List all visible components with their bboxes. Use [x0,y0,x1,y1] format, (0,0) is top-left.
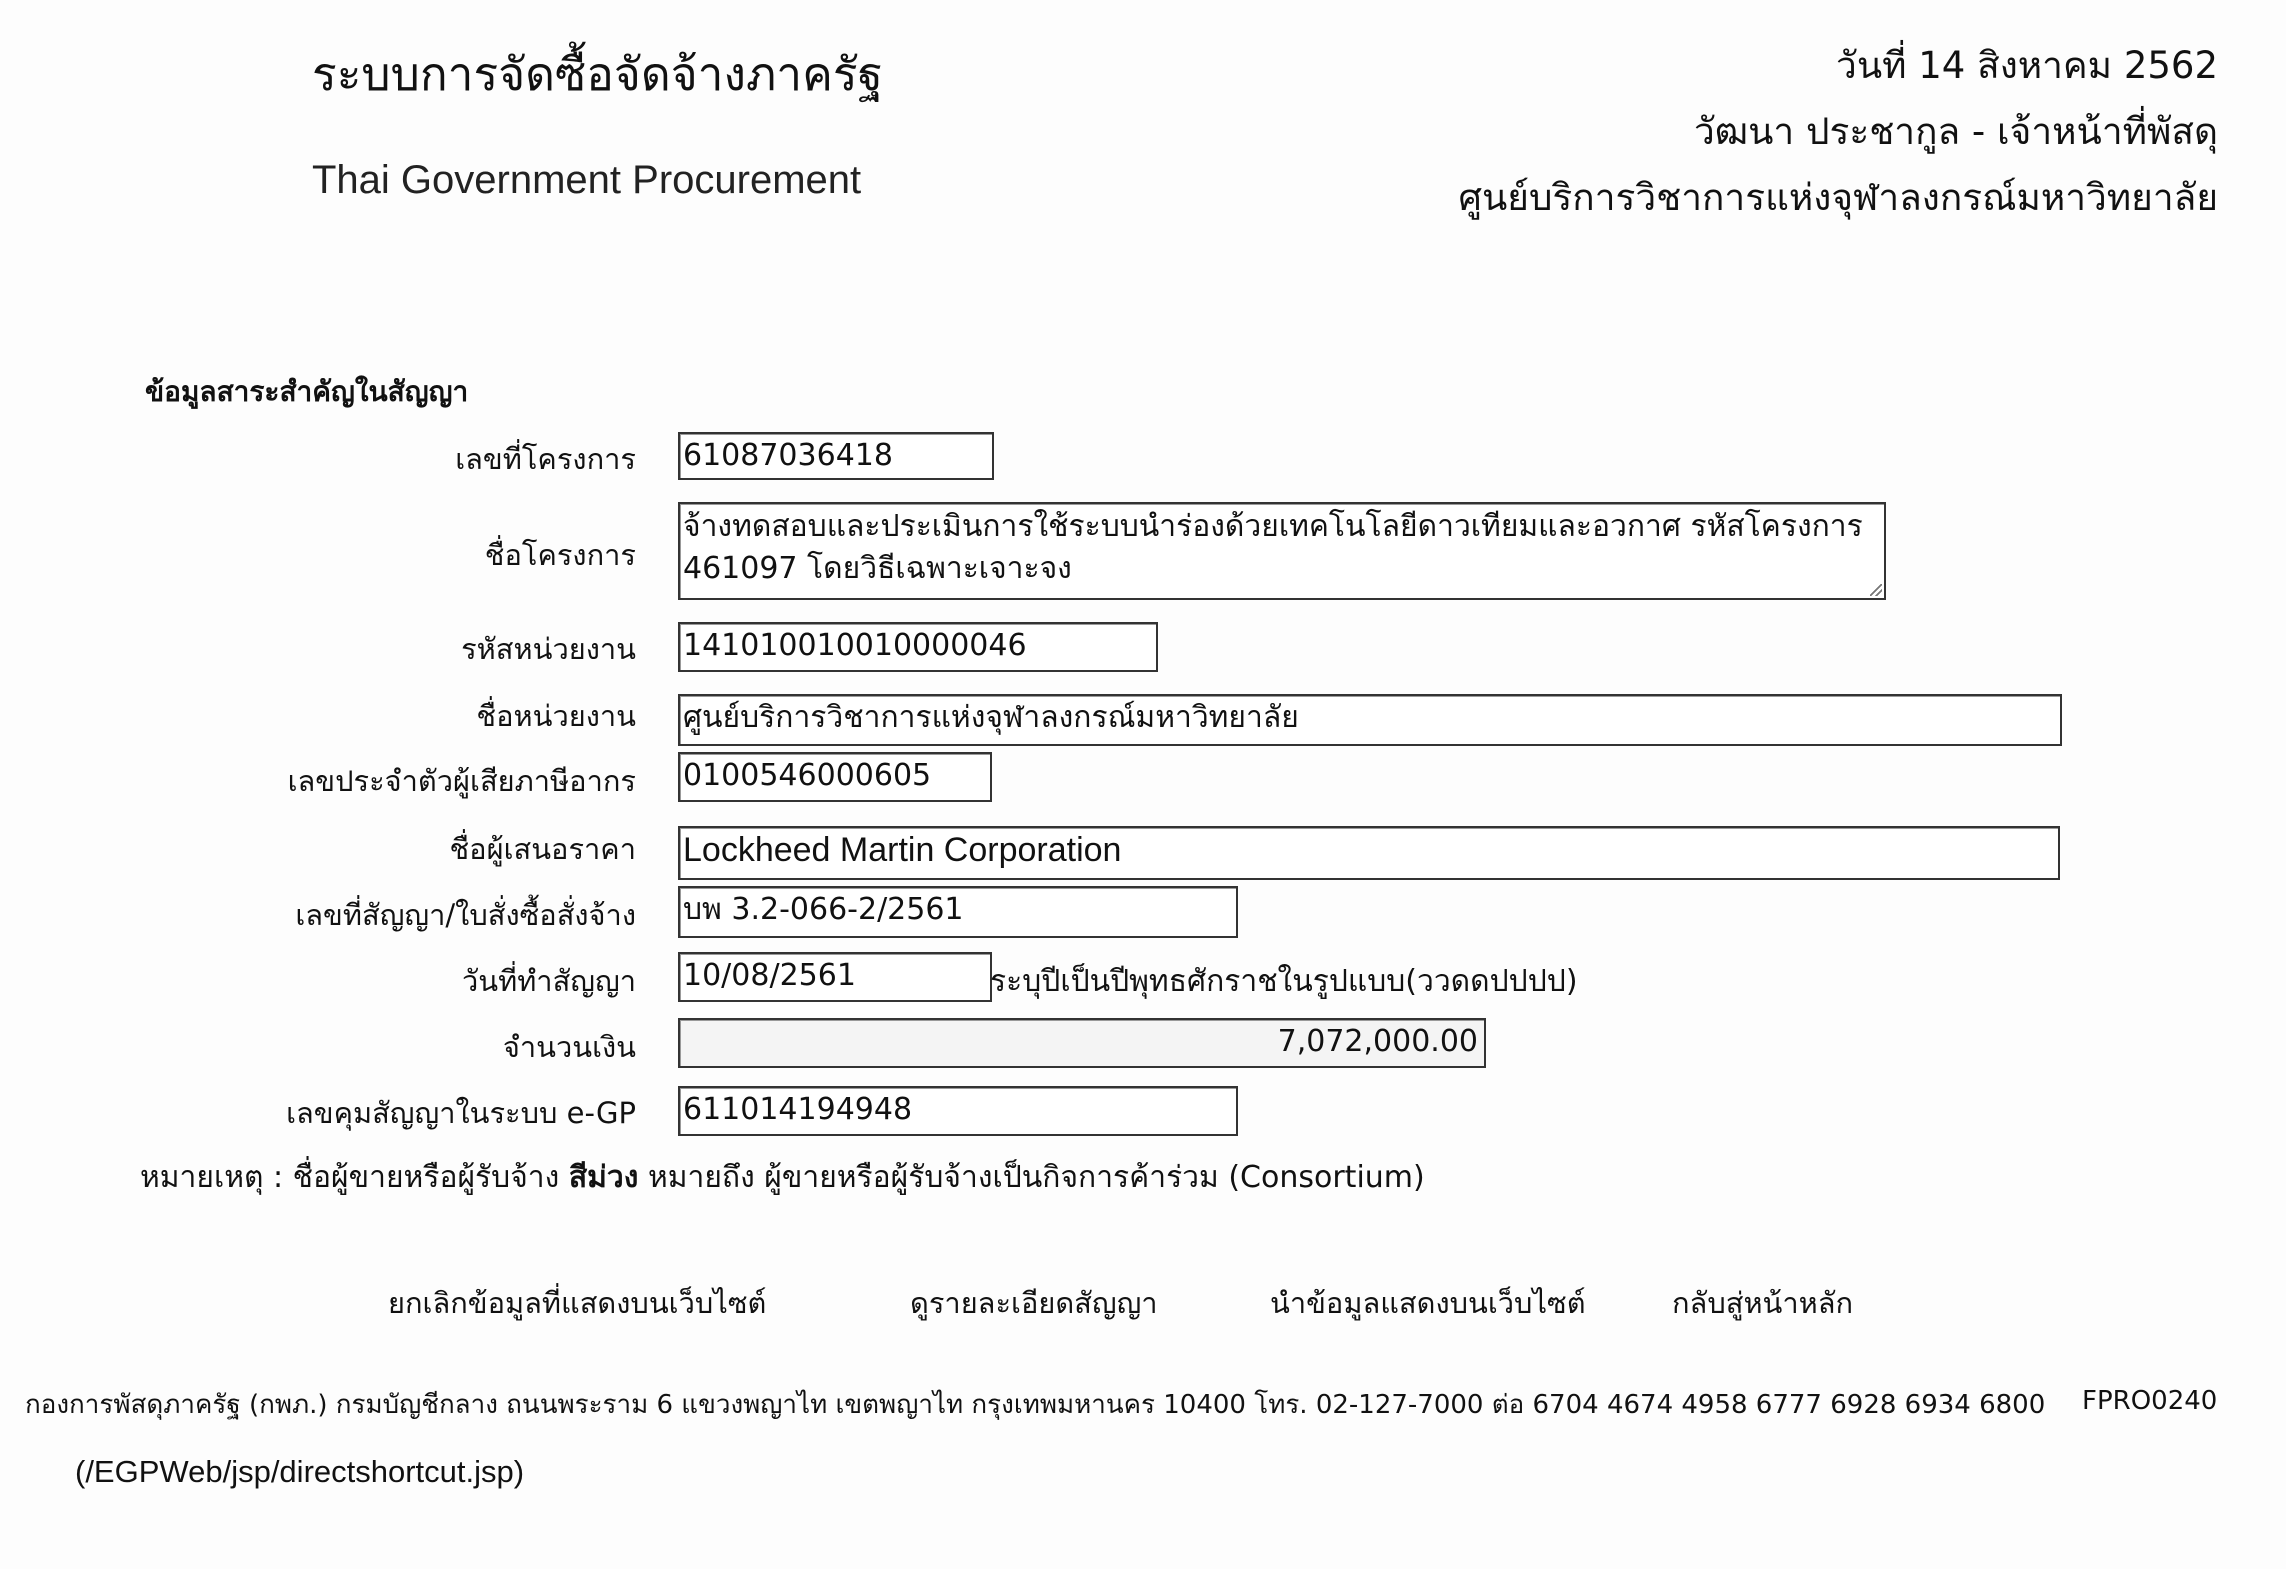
bidder-name-label: ชื่อผู้เสนอราคา [449,832,636,866]
page-code: FPRO0240 [2082,1386,2218,1416]
note-suffix: หมายถึง ผู้ขายหรือผู้รับจ้างเป็นกิจการค้าร่วม (Consortium) [638,1160,1425,1195]
footer-address: กองการพัสดุภาครัฐ (กพภ.) กรมบัญชีกลาง ถนนพระราม 6 แขวงพญาไท เขตพญาไท กรุงเทพมหานคร 10400 โทร. 02-127-7000 ต่อ 6704 4674 4958 6777 6928 6934 6800 [25,1390,2046,1420]
project-name-text: จ้างทดสอบและประเมินการใช้ระบบนำร่องด้วยเทคโนโลยีดาวเทียมและอวกาศ รหัสโครงการ 461097 โดยวิธีเฉพาะเจาะจง [683,509,1863,586]
header-user: วัฒนา ประชากูล - เจ้าหน้าที่พัสดุ [1693,110,2218,153]
amount-label: จำนวนเงิน [502,1030,636,1064]
agency-name-input[interactable]: ศูนย์บริการวิชาการแห่งจุฬาลงกรณ์มหาวิทยาลัย [678,694,2062,746]
note-prefix: หมายเหตุ : ชื่อผู้ขายหรือผู้รับจ้าง [140,1160,569,1195]
contract-no-input[interactable]: บพ 3.2-066-2/2561 [678,886,1238,938]
cancel-display-link[interactable]: ยกเลิกข้อมูลที่แสดงบนเว็บไซต์ [388,1286,767,1320]
project-name-textarea[interactable] [678,502,1886,600]
header-organization: ศูนย์บริการวิชาการแห่งจุฬาลงกรณ์มหาวิทยาลัย [1458,176,2218,219]
contract-date-input[interactable]: 10/08/2561 [678,952,992,1002]
section-title: ข้อมูลสาระสำคัญในสัญญา [145,375,469,408]
publish-link[interactable]: นำข้อมูลแสดงบนเว็บไซต์ [1270,1286,1586,1320]
resize-grip-icon[interactable] [1870,584,1882,596]
header-date: วันที่ 14 สิงหาคม 2562 [1836,44,2218,87]
bidder-name-input[interactable]: Lockheed Martin Corporation [678,826,2060,880]
home-link[interactable]: กลับสู่หน้าหลัก [1672,1286,1854,1320]
amount-input[interactable]: 7,072,000.00 [678,1018,1486,1068]
agency-code-label: รหัสหน่วยงาน [461,632,636,666]
system-title: ระบบการจัดซื้อจัดจ้างภาครัฐ [312,47,883,101]
view-contract-link[interactable]: ดูรายละเอียดสัญญา [910,1286,1158,1320]
page-path: (/EGPWeb/jsp/directshortcut.jsp) [75,1454,525,1489]
contract-date-hint: ระบุปีเป็นปีพุทธศักราชในรูปแบบ(ววดดปปปป) [990,964,1578,999]
note-emphasis: สีม่วง [568,1160,639,1195]
contract-date-label: วันที่ทำสัญญา [461,964,636,998]
consortium-note [140,1154,1425,1201]
contract-no-label: เลขที่สัญญา/ใบสั่งซื้อสั่งจ้าง [295,898,636,932]
egp-control-no-input[interactable]: 611014194948 [678,1086,1238,1136]
project-no-input[interactable]: 61087036418 [678,432,994,480]
tax-id-label: เลขประจำตัวผู้เสียภาษีอากร [287,764,636,798]
project-name-label: ชื่อโครงการ [484,538,636,572]
agency-name-label: ชื่อหน่วยงาน [476,699,636,733]
project-no-label: เลขที่โครงการ [455,442,636,476]
agency-code-input[interactable]: 141010010010000046 [678,622,1158,672]
tax-id-input[interactable]: 0100546000605 [678,752,992,802]
egp-control-no-label: เลขคุมสัญญาในระบบ e-GP [286,1096,636,1130]
system-subtitle: Thai Government Procurement [312,158,862,202]
